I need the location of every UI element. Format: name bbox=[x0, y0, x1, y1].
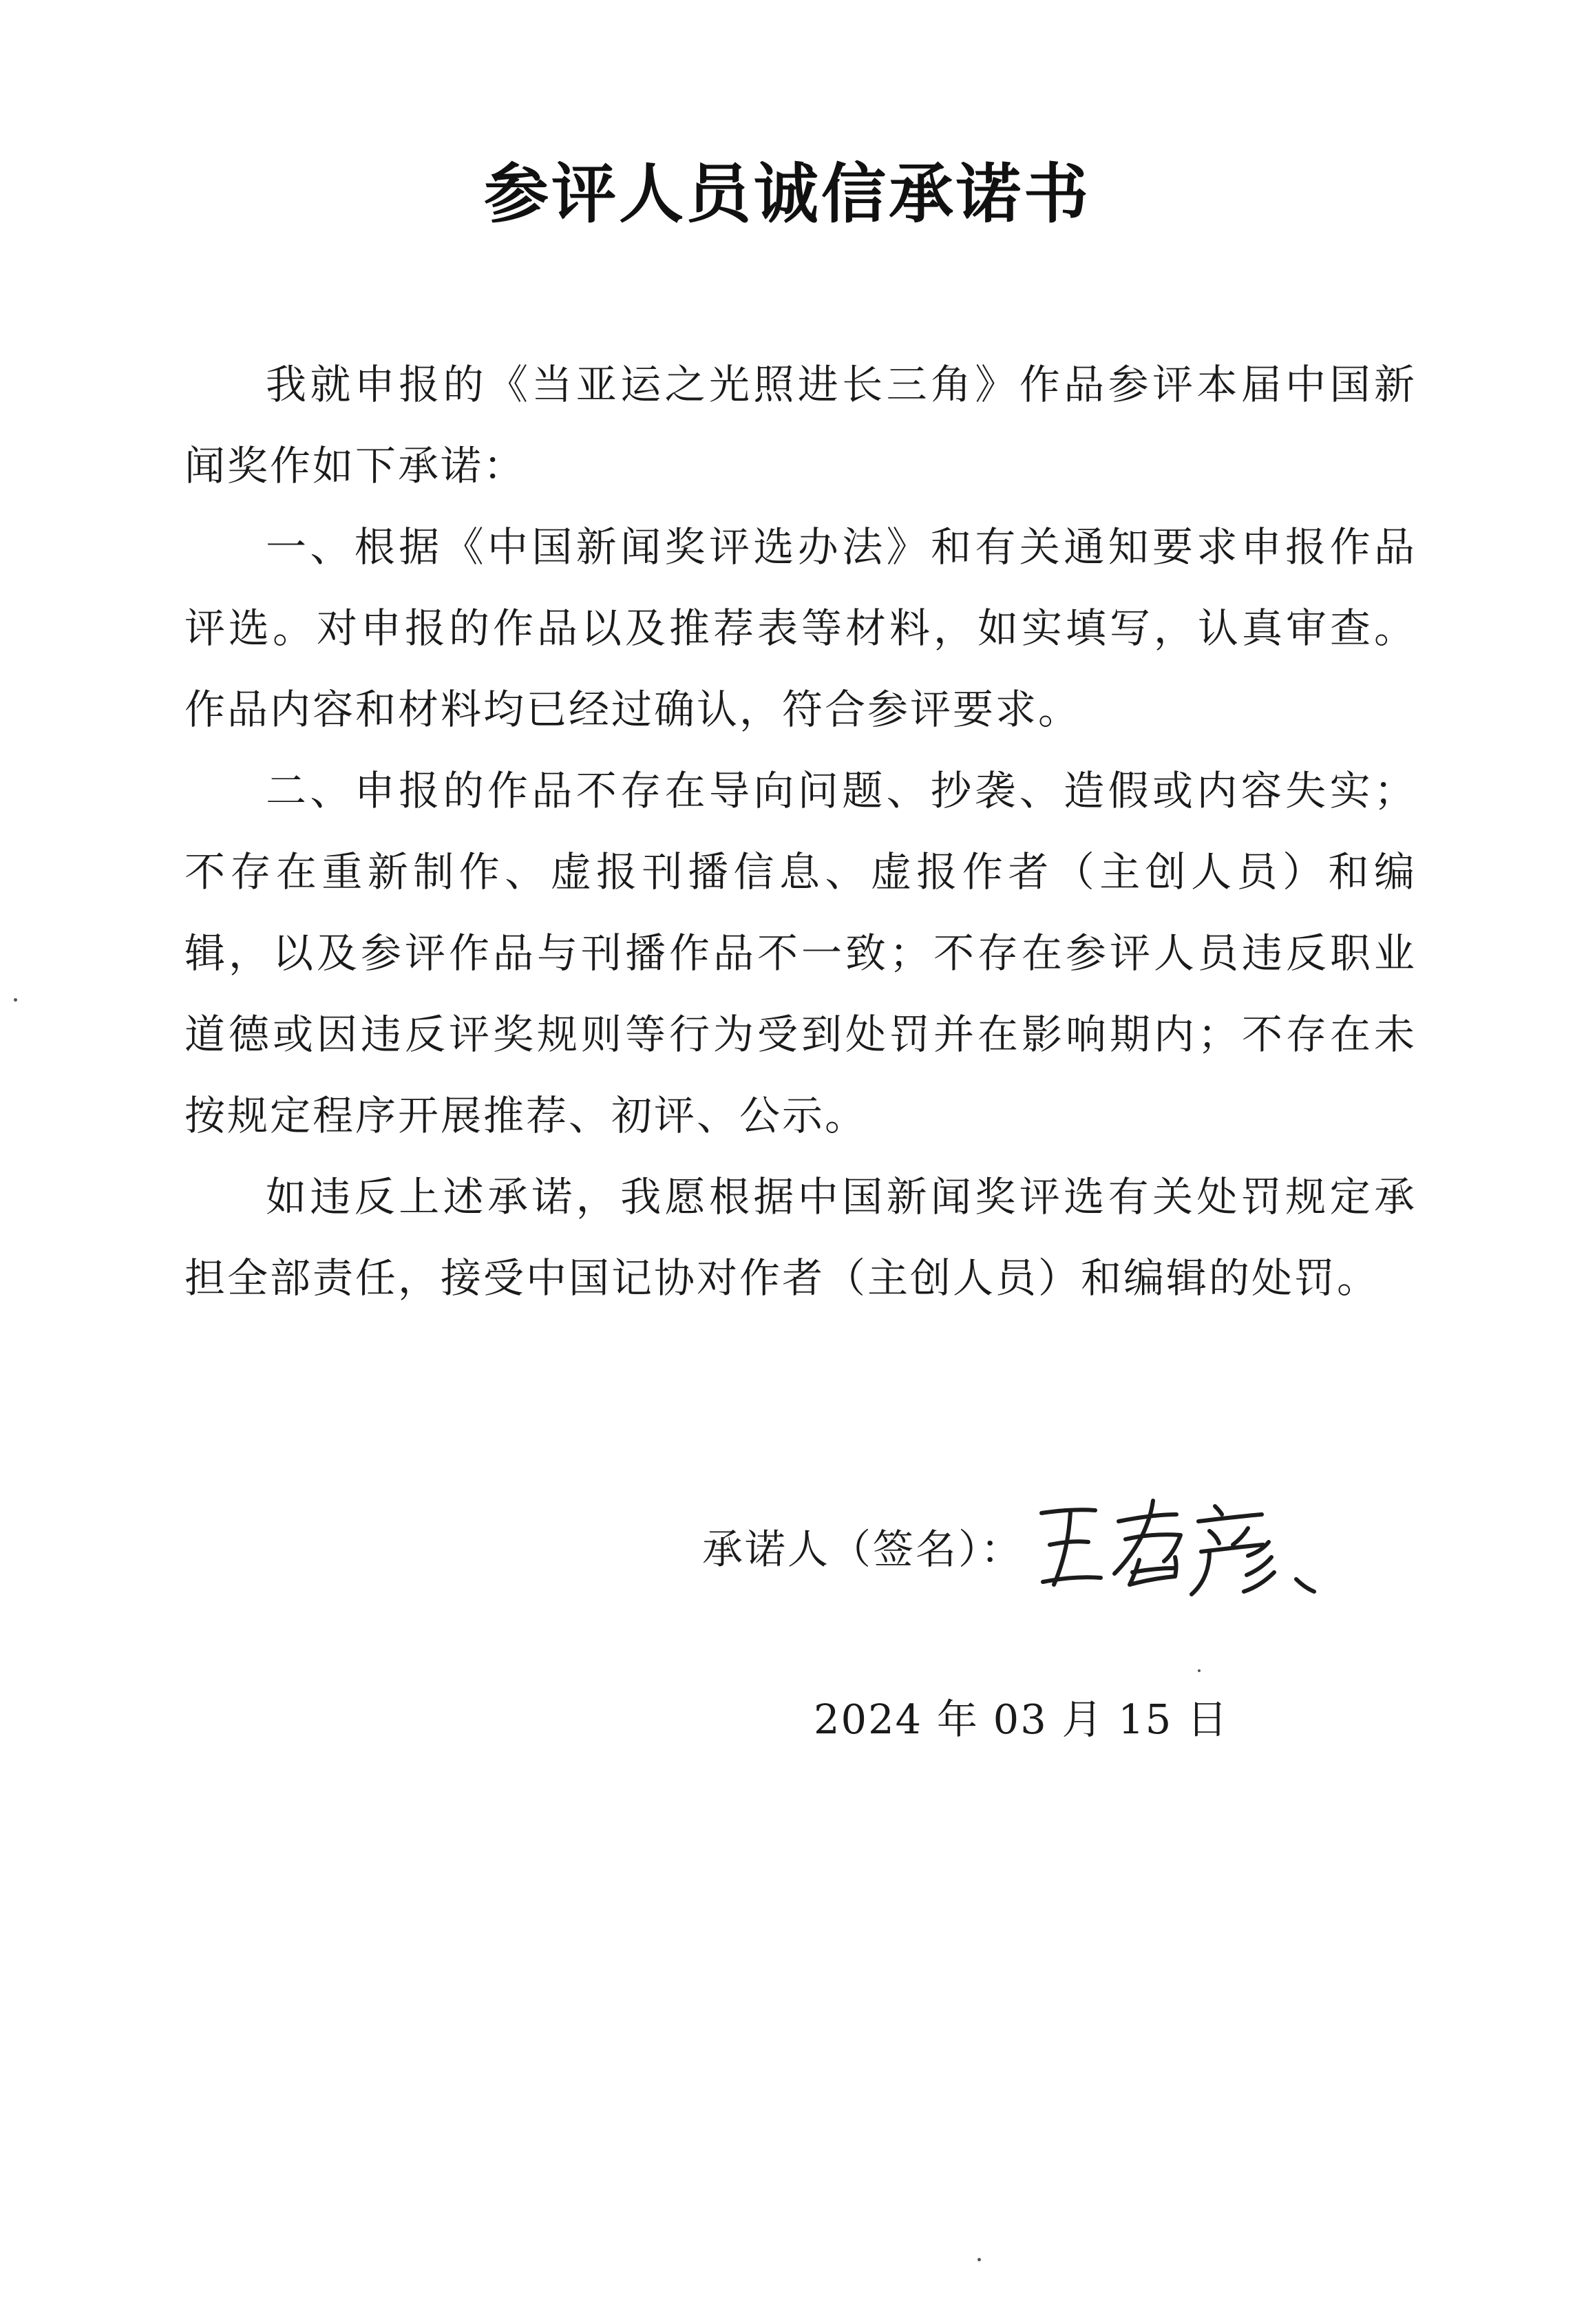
document-date: 2024 年 03 月 15 日 bbox=[814, 1696, 1229, 1743]
paragraph-closing: 如违反上述承诺，我愿根据中国新闻奖评选有关处罚规定承担全部责任，接受中国记协对作者（主创人员）和编辑的处罚。 bbox=[184, 1173, 1417, 1302]
handwritten-signature bbox=[1029, 1494, 1318, 1597]
document-body bbox=[184, 344, 1417, 1319]
scan-speck bbox=[14, 998, 17, 1002]
signature-row bbox=[702, 1494, 1318, 1597]
document-title: 参评人员诚信承诺书 bbox=[483, 157, 1091, 232]
scan-speck bbox=[1198, 1669, 1201, 1672]
paragraph-two: 二、申报的作品不存在导向问题、抄袭、造假或内容失实；不存在重新制作、虚报刊播信息、虚报作者（主创人员）和编辑，以及参评作品与刊播作品不一致；不存在参评人员违反职业道德或因违反评奖规则等行为受到处罚并在影响期内；不存在未按规定程序开展推荐、初评、公示。 bbox=[184, 767, 1417, 1139]
paragraph-intro: 我就申报的《当亚运之光照进长三角》作品参评本届中国新闻奖作如下承诺： bbox=[184, 361, 1417, 489]
signature-label: 承诺人（签名）： bbox=[702, 1525, 1024, 1573]
paragraph-one: 一、根据《中国新闻奖评选办法》和有关通知要求申报作品评选。对申报的作品以及推荐表等材料，如实填写，认真审查。作品内容和材料均已经过确认，符合参评要求。 bbox=[184, 523, 1417, 733]
scan-speck bbox=[977, 2258, 981, 2261]
